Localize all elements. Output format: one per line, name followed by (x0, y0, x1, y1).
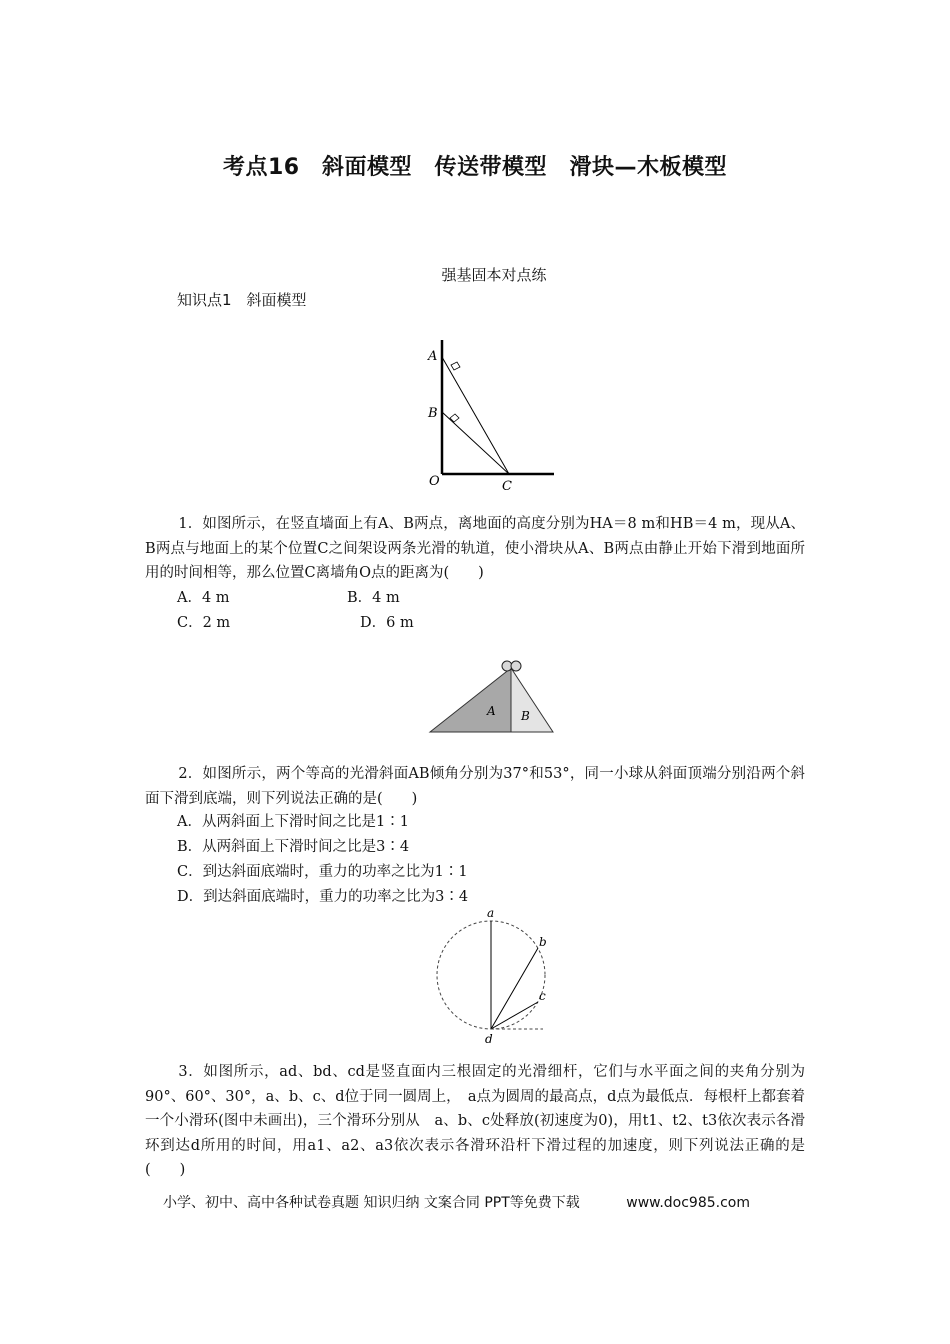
question-1-text: 1．如图所示，在竖直墙面上有A、B两点，离地面的高度分别为HA＝8 m和HB＝4 m，现从A、B两点与地面上的某个位置C之间架设两条光滑的轨道，使小滑块从A、B两点由静止开始下滑到地面所用的时间相等，那么位置C离墙角O点的距离为( ) (145, 516, 805, 581)
fig3-label-a: a (487, 906, 495, 920)
fig1-label-o: O (429, 474, 440, 489)
fig3-label-b: b (539, 935, 547, 949)
fig1-label-a: A (428, 349, 438, 364)
q1-option-d: D．6 m (360, 615, 414, 631)
fig1-label-b: B (428, 406, 438, 421)
q2-option-d: D．到达斜面底端时，重力的功率之比为3∶4 (177, 889, 469, 905)
section-title: 强基固本对点练 (441, 266, 547, 284)
q2-option-c: C．到达斜面底端时，重力的功率之比为1∶1 (177, 864, 468, 880)
figure-two-inclines (425, 658, 560, 738)
q1-option-b: B．4 m (347, 590, 400, 606)
footer-url[interactable]: www.doc985.com (626, 1195, 750, 1211)
question-2-text: 2．如图所示，两个等高的光滑斜面AB倾角分别为37°和53°，同一小球从斜面顶端分别沿两个斜面下滑到底端，则下列说法正确的是( ) (145, 766, 805, 807)
page-title: 考点16 斜面模型 传送带模型 滑块—木板模型 (222, 155, 728, 180)
footer-text: 小学、初中、高中各种试卷真题 知识归纳 文案合同 PPT等免费下载 (163, 1195, 580, 1211)
q1-option-a: A．4 m (177, 590, 230, 606)
fig1-label-c: C (502, 479, 512, 494)
page-footer (163, 1192, 750, 1212)
figure-circle-rods (425, 905, 550, 1045)
q2-option-b: B．从两斜面上下滑时间之比是3∶4 (177, 839, 410, 855)
figure-wall-tracks (420, 332, 560, 497)
fig3-label-c: c (539, 989, 546, 1003)
question-3-text: 3．如图所示，ad、bd、cd是竖直面内三根固定的光滑细杆，它们与水平面之间的夹角分别为90°、60°、30°，a、b、c、d位于同一圆周上， a点为圆周的最高点，d点为最低点．每根杆上都套着一个小滑环(图中未画出)，三个滑环分别从 a、b、c处释放(初速度为0)，用t1、t2、t3依次表示各滑环到达d所用的时间，用a1、a2、a3依次表示各滑环沿杆下滑过程的加速度，则下列说法正确的是( ) (145, 1064, 805, 1178)
fig2-label-a: A (487, 704, 496, 718)
knowledge-point-heading: 知识点1 斜面模型 (177, 291, 307, 309)
q2-option-a: A．从两斜面上下滑时间之比是1∶1 (177, 814, 409, 830)
fig3-label-d: d (485, 1032, 493, 1045)
fig2-label-b: B (521, 709, 530, 723)
q1-option-c: C．2 m (177, 615, 231, 631)
